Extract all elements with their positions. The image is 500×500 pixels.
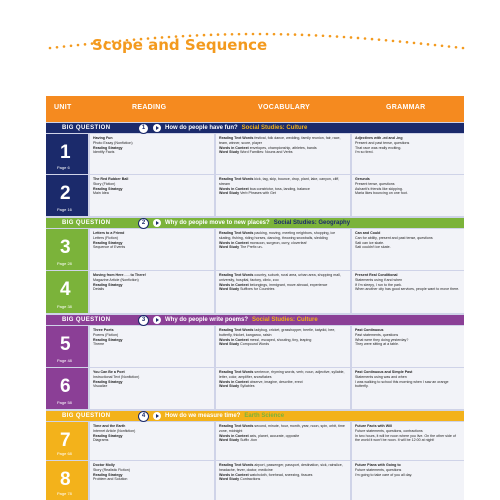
cell-line-label: Word Study — [219, 191, 241, 196]
arc-dot — [350, 36, 353, 39]
arc-dot — [413, 42, 416, 45]
cell-line-text: kick, tag, skip, bounce, drop, plant, lake, canyon, cliff, stream — [219, 177, 340, 186]
big-question-text: How do people have fun? — [165, 125, 238, 131]
reading-cell — [90, 271, 214, 313]
unit-page: Page 68 — [57, 451, 72, 456]
arc-dot — [245, 33, 248, 36]
cell-line: Future Facts with Will — [355, 424, 393, 428]
big-question-label: BIG QUESTION — [62, 220, 111, 226]
unit-row — [46, 461, 464, 500]
grammar-cell — [352, 326, 464, 367]
unit-number: 2 — [60, 183, 71, 204]
cell-line — [219, 384, 347, 389]
unit-number: 7 — [60, 430, 71, 451]
arc-dot — [434, 44, 437, 47]
cell-line-text: monsoon, surgeon, curry, cloverleaf — [249, 240, 307, 245]
cell-line: Past Continuous — [355, 328, 384, 332]
big-question-label: BIG QUESTION — [62, 317, 111, 323]
vocabulary-cell — [216, 229, 350, 270]
arc-dot — [462, 47, 465, 50]
cell-line — [219, 150, 347, 155]
cell-line-label: Words in Context — [219, 337, 250, 342]
cell-line — [219, 191, 347, 196]
unit-number: 1 — [60, 142, 71, 163]
arc-dot — [63, 45, 66, 48]
arc-dot — [77, 44, 80, 47]
grammar-cell — [352, 461, 464, 500]
vocabulary-cell — [216, 461, 350, 500]
header-reading: READING — [132, 104, 167, 111]
scope-sequence-table — [46, 96, 464, 500]
cell-line: You Can Be a Poet — [93, 370, 125, 374]
cell-line: Past Continuous and Simple Past — [355, 370, 413, 374]
page-title: Scope and Sequence — [92, 36, 268, 54]
cell-line-text: ladybug, cricket, grasshopper, beetle, katydid, bee, butterfly, thicket, kangaroo, raisin — [219, 328, 336, 337]
unit-page: Page 58 — [57, 400, 72, 405]
cell-line: Can for ability, present and past tense, questions — [355, 235, 433, 240]
arc-dot — [427, 43, 430, 46]
cell-line-text: Syllables — [240, 384, 255, 389]
cell-line-label: Word Study — [219, 384, 241, 389]
arc-dot — [322, 34, 325, 37]
cell-line-label: Words in Context — [219, 433, 250, 438]
arc-dot — [441, 44, 444, 47]
arc-dot — [301, 34, 304, 37]
unit-number: 4 — [60, 279, 71, 300]
unit-cell — [46, 271, 88, 313]
cell-line: Reading Strategy — [93, 282, 123, 287]
big-question-subject: Social Studies: Culture — [252, 317, 318, 323]
unit-row — [46, 229, 464, 270]
cell-line-label: Word Study — [219, 438, 241, 443]
reading-cell — [90, 134, 214, 174]
grammar-cell — [352, 134, 464, 174]
reading-cell — [90, 175, 214, 216]
cell-line: Adjectives with -ed and -ing — [355, 136, 403, 140]
unit-number: 3 — [60, 237, 71, 258]
cell-line-text: envelopes, championship, athletes, bands — [249, 145, 317, 150]
cell-line: Reading Strategy — [93, 240, 123, 245]
arc-dot — [49, 47, 52, 50]
unit-row — [46, 271, 464, 313]
grammar-cell — [352, 229, 464, 270]
cell-line: Moving from Here . . . to There! — [93, 273, 146, 277]
big-question-label: BIG QUESTION — [62, 413, 111, 419]
cell-line-text: Contractions — [240, 477, 261, 482]
grammar-cell — [352, 422, 464, 460]
cell-line-text: The Prefix un- — [240, 245, 263, 250]
cell-line — [219, 463, 347, 473]
cell-line: Present and past tense, questions — [355, 140, 410, 145]
cell-line: Visualize — [93, 384, 108, 389]
cell-line-text: Word Families: Nouns and Verbs — [240, 150, 293, 155]
big-question-number: 1 — [138, 123, 149, 134]
cell-line: Letters (Fiction) — [93, 235, 118, 240]
cell-line — [219, 177, 347, 187]
unit-row — [46, 175, 464, 216]
cell-line-text: festival, folk dance, wedding, family reunion, fair, race, team, winner, score, player — [219, 136, 341, 145]
cell-line — [219, 231, 347, 241]
cell-line — [219, 370, 347, 380]
cell-line: Present Real Conditional — [355, 273, 398, 277]
cell-line: Poems (Fiction) — [93, 332, 119, 337]
header-vocabulary: VOCABULARY — [258, 104, 311, 111]
play-icon[interactable] — [153, 219, 161, 227]
reading-cell — [90, 422, 214, 460]
cell-line-label: Words in Context — [219, 145, 250, 150]
cell-line: Doctor Molly — [93, 463, 115, 467]
cell-line-label: Words in Context — [219, 379, 250, 384]
unit-page: Page 16 — [57, 207, 72, 212]
cell-line: Gerunds — [355, 177, 370, 181]
arc-dot — [392, 40, 395, 43]
cell-line — [219, 287, 347, 292]
cell-line — [219, 424, 347, 434]
arc-dot — [70, 44, 73, 47]
unit-cell — [46, 368, 88, 409]
cell-line: I was walking to school this morning when I saw an orange butterfly. — [355, 379, 449, 389]
cell-line-label: Reading Text Words — [219, 177, 255, 181]
cell-line: Identify Facts — [93, 150, 115, 155]
big-question-text: How do we measure time? — [165, 413, 241, 419]
cell-line-text: Verb Phrases with Get — [240, 191, 276, 196]
cell-line: Having Fun — [93, 136, 113, 140]
unit-page: Page 78 — [57, 491, 72, 496]
cell-line: The Red Rubber Ball — [93, 177, 129, 181]
vocabulary-cell — [216, 175, 350, 216]
unit-page: Page 6 — [57, 165, 70, 170]
arc-dot — [280, 33, 283, 36]
cell-line: Future Plans with Going to — [355, 463, 401, 467]
vocabulary-cell — [216, 422, 350, 460]
arc-dot — [336, 35, 339, 38]
grammar-cell — [352, 271, 464, 313]
cell-line-label: Reading Text Words — [219, 370, 255, 374]
cell-line-text: mess!, escaped, shouting, tiny, leaping — [249, 337, 312, 342]
cell-line: Can and Could — [355, 231, 381, 235]
arc-dot — [84, 43, 87, 46]
cell-line-label: Words in Context — [219, 282, 250, 287]
arc-dot — [448, 45, 451, 48]
cell-line: Instructional Text (Nonfiction) — [93, 374, 140, 379]
cell-line-text: Suffix -tion — [240, 438, 258, 443]
cell-line: Ashanti's friends like skipping. — [355, 186, 403, 191]
cell-line: Reading Strategy — [93, 379, 123, 384]
arc-dot — [329, 35, 332, 38]
cell-line: Story (Fiction) — [93, 181, 116, 186]
cell-line: Statements using was and when — [355, 374, 407, 379]
cell-line: Reading Strategy — [93, 186, 123, 191]
vocabulary-cell — [216, 368, 350, 409]
cell-line: Problem and Solution — [93, 477, 128, 482]
unit-row — [46, 368, 464, 409]
unit-cell — [46, 326, 88, 367]
cell-line: What were they doing yesterday? — [355, 337, 409, 342]
big-question-subject: Social Studies: Culture — [241, 125, 308, 131]
cell-line-label: Word Study — [219, 287, 241, 292]
cell-line-text: belongings, immigrant, move abroad, experience — [249, 282, 328, 287]
unit-cell — [46, 461, 88, 500]
play-icon[interactable] — [153, 412, 161, 420]
arc-dot — [364, 37, 367, 40]
big-question-bar — [46, 411, 464, 421]
unit-row — [46, 326, 464, 367]
arc-dot — [371, 38, 374, 41]
cell-line: Magazine Article (Nonfiction) — [93, 277, 139, 282]
cell-line — [219, 328, 347, 338]
cell-line: Time and the Earth — [93, 424, 126, 428]
cell-line — [219, 342, 347, 347]
arc-dot — [455, 46, 458, 49]
big-question-subject: Earth Science — [244, 413, 285, 419]
arc-dot — [56, 46, 59, 49]
cell-line: That race was really exciting. — [355, 145, 402, 150]
arc-dot — [287, 33, 290, 36]
cell-line-label: Word Study — [219, 245, 241, 250]
cell-line: In two hours, it will be noon where you live. On the other side of the world it won't be noon. It will be 12:00 at night! — [355, 433, 456, 443]
table-header — [46, 96, 464, 122]
cell-line-text: second, minute, hour, month, year, noon, spin, orbit, time zone, midnight — [219, 424, 345, 433]
cell-line: Three Poets — [93, 328, 114, 332]
cell-line: Sati couldn't ice skate. — [355, 245, 391, 250]
unit-page: Page 48 — [57, 358, 72, 363]
cell-line-label: Words in Context — [219, 240, 250, 245]
reading-cell — [90, 461, 214, 500]
cell-line: Future statements, questions — [355, 467, 402, 472]
big-question-text: Why do people write poems? — [165, 317, 249, 323]
cell-line: Sequence of Events — [93, 245, 126, 250]
big-question-subject: Social Studies: Geography — [273, 220, 351, 226]
big-question-number: 3 — [138, 315, 149, 326]
vocabulary-cell — [216, 271, 350, 313]
arc-dot — [252, 33, 255, 36]
cell-line: Theme — [93, 342, 105, 347]
cell-line: Present tense, questions — [355, 181, 395, 186]
cell-line: Maria likes bouncing on one foot. — [355, 191, 408, 196]
header-unit: UNIT — [54, 104, 72, 111]
big-question-bar — [46, 123, 464, 133]
cell-line-text: observe, imagine, describe, erect — [249, 379, 303, 384]
unit-row — [46, 134, 464, 174]
cell-line: I'm going to take care of you all day. — [355, 472, 413, 477]
arc-dot — [315, 34, 318, 37]
cell-line-text: Compound Words — [240, 342, 270, 347]
unit-cell — [46, 175, 88, 216]
cell-line-label: Words in Context — [219, 186, 250, 191]
cell-line: Reading Strategy — [93, 337, 123, 342]
arc-dot — [343, 36, 346, 39]
cell-line: Photo Essay (Nonfiction) — [93, 140, 133, 145]
arc-dot — [406, 41, 409, 44]
cell-line-text: watchcloth, forehead, sneezing, tissues — [249, 472, 313, 477]
cell-line: I'm so tired. — [355, 150, 374, 155]
cell-line-text: Suffixes for Countries — [240, 287, 275, 292]
cell-line: Past statements, questions — [355, 332, 399, 337]
arc-dot — [294, 33, 297, 36]
arc-dot — [266, 33, 269, 36]
cell-line: Sati can ice skate. — [355, 240, 385, 245]
arc-dot — [308, 34, 311, 37]
cell-line: Future statements, questions, contractions — [355, 428, 423, 433]
cell-line-label: Reading Text Words — [219, 231, 255, 235]
cell-line — [219, 245, 347, 250]
cell-line: Reading Strategy — [93, 433, 123, 438]
cell-line-label: Reading Text Words — [219, 424, 255, 428]
arc-dot — [378, 38, 381, 41]
cell-line: They were sitting at a table. — [355, 342, 399, 347]
reading-cell — [90, 229, 214, 270]
arc-dot — [357, 37, 360, 40]
cell-line-text: country, suburb, rural area, urban area, shopping mall, university, hospital, factory, clinic, zoo — [219, 273, 341, 282]
unit-page: Page 38 — [57, 304, 72, 309]
cell-line-label: Word Study — [219, 342, 241, 347]
big-question-number: 2 — [138, 218, 149, 229]
cell-line: If I'm sleepy, I run to the park. — [355, 282, 402, 287]
cell-line: Reading Strategy — [93, 472, 123, 477]
cell-line — [219, 273, 347, 283]
cell-line-label: Words in Context — [219, 472, 250, 477]
header-grammar: GRAMMAR — [386, 104, 426, 111]
arc-dot — [385, 39, 388, 42]
arc-dot — [399, 40, 402, 43]
big-question-bar — [46, 315, 464, 325]
cell-line-text: boa constrictor, toss, landing, balance — [249, 186, 310, 191]
grammar-cell — [352, 175, 464, 216]
arc-dot — [259, 33, 262, 36]
unit-cell — [46, 422, 88, 460]
unit-number: 5 — [60, 334, 71, 355]
play-icon[interactable] — [153, 316, 161, 324]
cell-line: Details — [93, 287, 104, 292]
vocabulary-cell — [216, 326, 350, 367]
play-icon[interactable] — [153, 124, 161, 132]
unit-number: 8 — [60, 469, 71, 490]
cell-line-label: Word Study — [219, 150, 241, 155]
vocabulary-cell — [216, 134, 350, 174]
cell-line: Story (Realistic Fiction) — [93, 467, 130, 472]
cell-line: Reading Strategy — [93, 145, 123, 150]
big-question-number: 4 — [138, 411, 149, 422]
arc-dot — [273, 33, 276, 36]
cell-line: When another city has good services, people want to move there. — [355, 287, 460, 292]
cell-line-label: Word Study — [219, 477, 241, 482]
cell-line: Diagrams — [93, 438, 109, 443]
unit-number: 6 — [60, 376, 71, 397]
big-question-text: Why do people move to new places? — [165, 220, 270, 226]
big-question-bar — [46, 218, 464, 228]
unit-row — [46, 422, 464, 460]
unit-page: Page 28 — [57, 261, 72, 266]
cell-line-text: airport, passenger, passport, destination, sick, rainslice, headache, fever, doctor, medicine — [219, 463, 343, 472]
cell-line-label: Reading Text Words — [219, 136, 255, 140]
cell-line: Internet Article (Nonfiction) — [93, 428, 136, 433]
cell-line-label: Reading Text Words — [219, 328, 255, 332]
big-question-label: BIG QUESTION — [62, 125, 111, 131]
cell-line: Statements using if and when — [355, 277, 403, 282]
cell-line-label: Reading Text Words — [219, 273, 255, 277]
unit-cell — [46, 229, 88, 270]
cell-line — [219, 136, 347, 146]
cell-line: Main Idea — [93, 191, 109, 196]
cell-line-label: Reading Text Words — [219, 463, 255, 467]
cell-line-text: packing, moving, meeting neighbors, shopping, ice skating, fishing, riding horses, dancing, throwing snowballs, sledding — [219, 231, 336, 240]
cell-line-text: sentence, rhyming words, verb, noun, adjective, syllable, letter, color, amplifier, snowflakes — [219, 370, 345, 379]
cell-line: Letters to a Friend — [93, 231, 125, 235]
unit-cell — [46, 134, 88, 174]
reading-cell — [90, 368, 214, 409]
arc-dot — [420, 42, 423, 45]
grammar-cell — [352, 368, 464, 409]
reading-cell — [90, 326, 214, 367]
cell-line — [219, 477, 347, 482]
cell-line-text: axis, planet, accurate, opposite — [249, 433, 300, 438]
cell-line — [219, 438, 347, 443]
